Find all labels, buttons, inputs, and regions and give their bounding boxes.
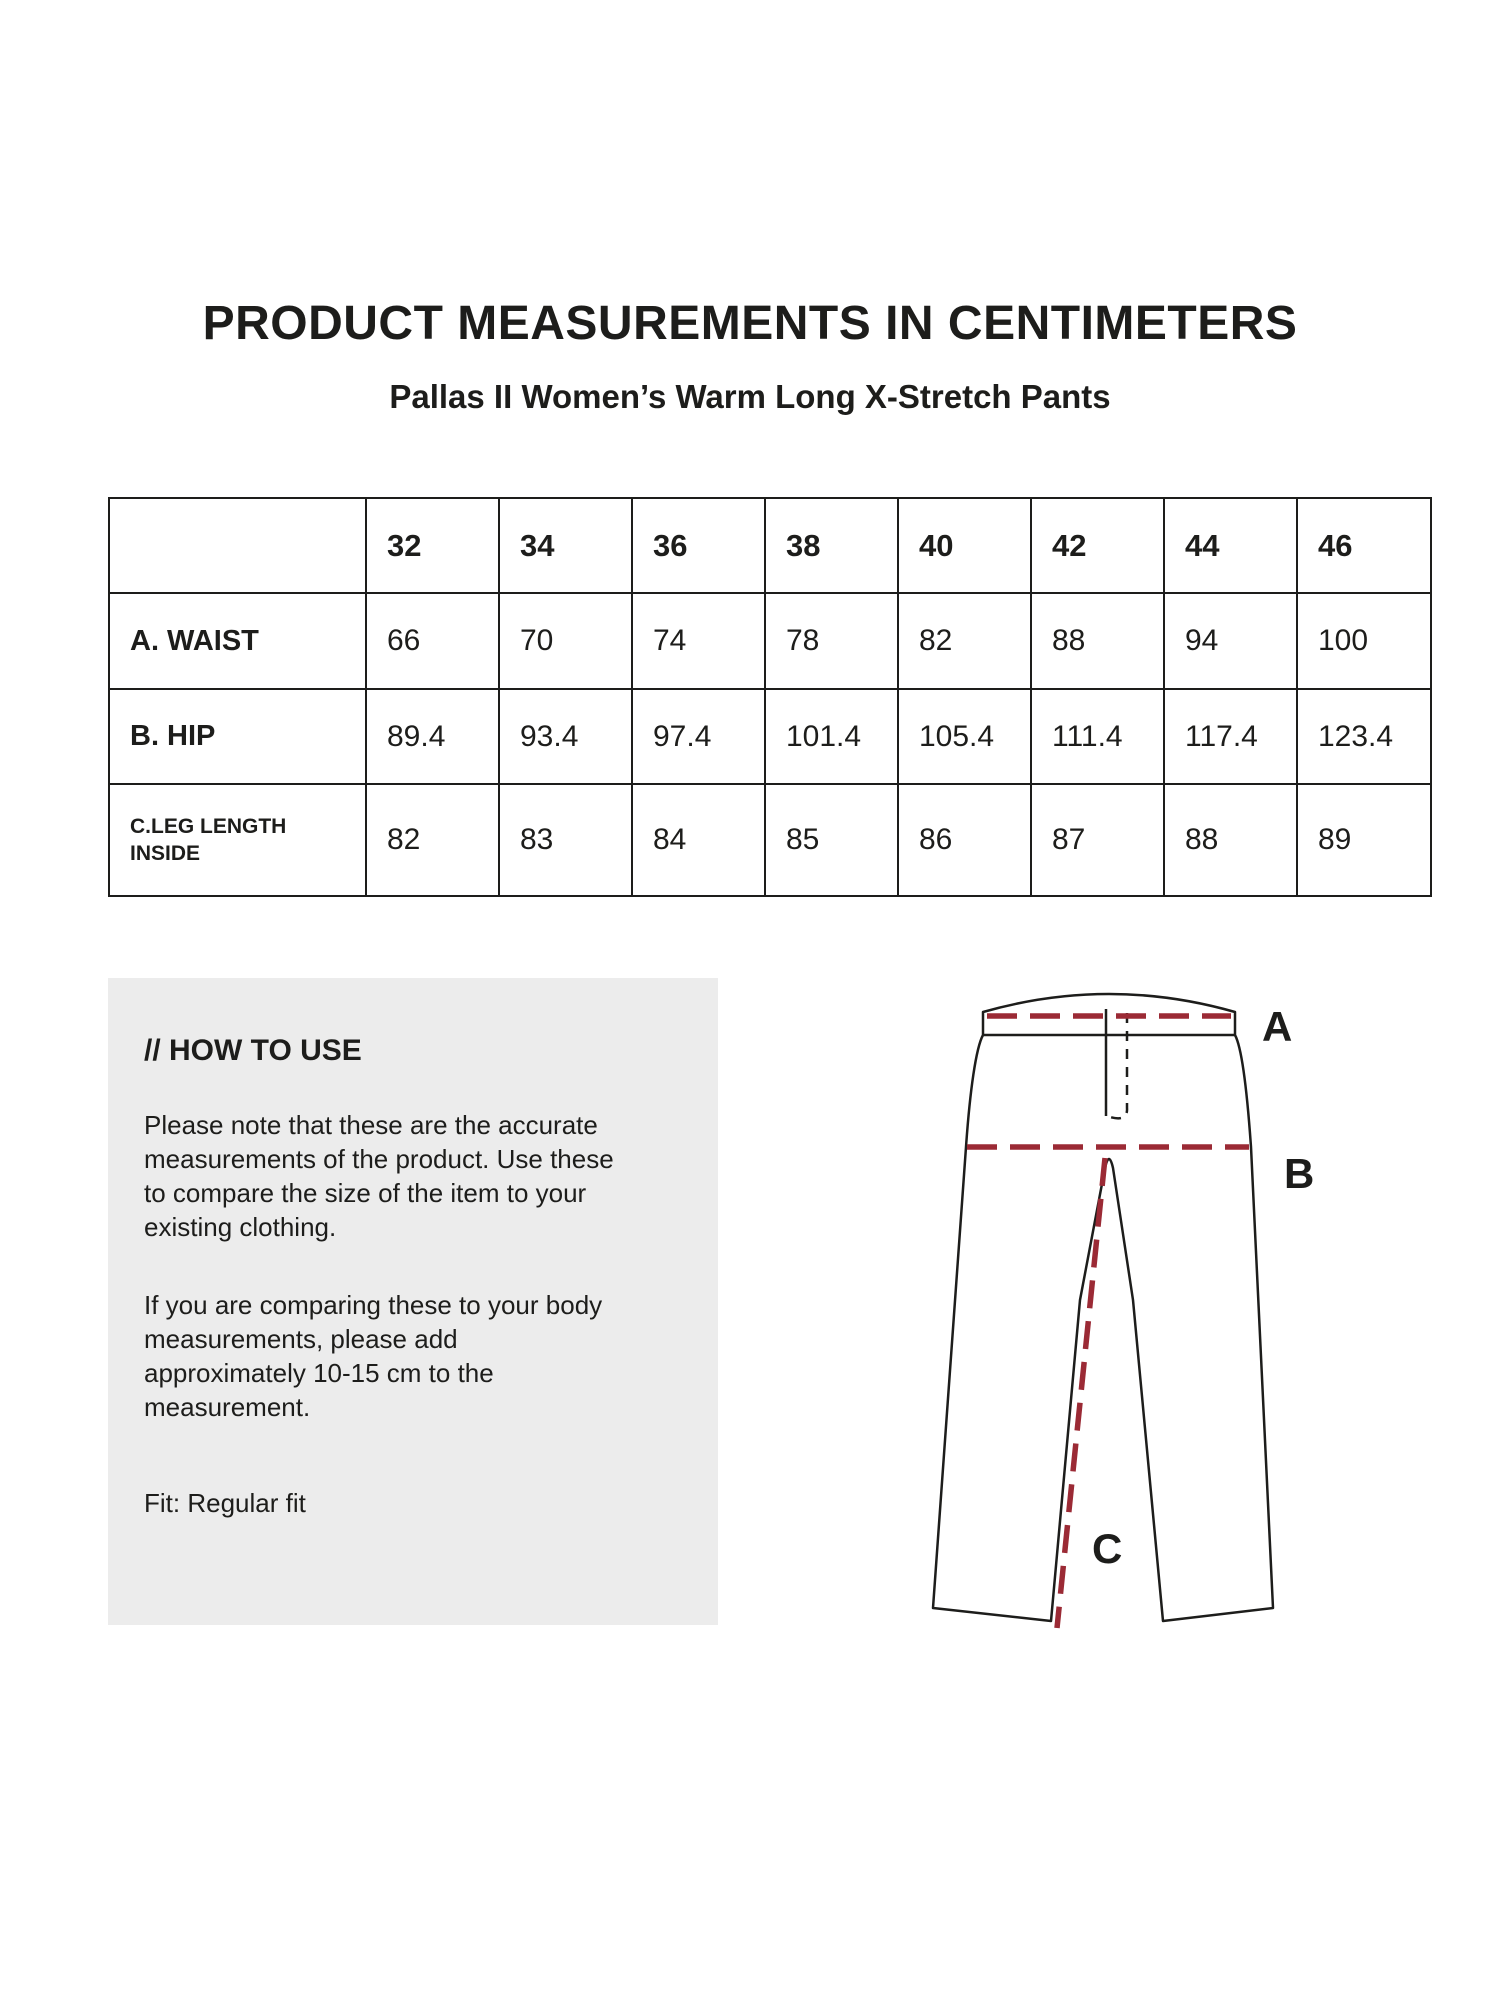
row-label-waist: A. WAIST (109, 593, 366, 689)
row-label-hip: B. HIP (109, 689, 366, 784)
label-a-waist: A (1262, 1003, 1293, 1050)
table-row-hip (109, 689, 1431, 784)
leg-length-value: 89 (1297, 784, 1431, 896)
leg-length-value: 85 (765, 784, 898, 896)
leg-length-value: 83 (499, 784, 632, 896)
pants-diagram-svg (880, 950, 1400, 1650)
label-c-inseam: C (1092, 1525, 1123, 1572)
hip-value: 117.4 (1164, 689, 1297, 784)
waist-value: 88 (1031, 593, 1164, 689)
hip-value: 89.4 (366, 689, 499, 784)
size-header: 32 (366, 498, 499, 593)
waist-value: 94 (1164, 593, 1297, 689)
label-b-hip: B (1284, 1150, 1315, 1197)
measurements-table (108, 497, 1432, 897)
table-row-waist (109, 593, 1431, 689)
size-header: 42 (1031, 498, 1164, 593)
waist-value: 70 (499, 593, 632, 689)
waist-value: 74 (632, 593, 765, 689)
size-header: 34 (499, 498, 632, 593)
hip-value: 111.4 (1031, 689, 1164, 784)
how-to-use-heading: // HOW TO USE (144, 1034, 362, 1067)
size-header: 46 (1297, 498, 1431, 593)
table-header-row (109, 498, 1431, 593)
size-header: 38 (765, 498, 898, 593)
product-name: Pallas II Women’s Warm Long X-Stretch Pants (389, 378, 1111, 415)
size-header: 36 (632, 498, 765, 593)
empty-corner-cell (109, 498, 366, 593)
hip-value: 101.4 (765, 689, 898, 784)
row-label-leg-length: C.LEG LENGTH INSIDE (109, 784, 366, 896)
how-to-use-paragraph-1: Please note that these are the accurate measurements of the product. Use these to compare the size of the item to your existing clothing. (144, 1110, 614, 1242)
how-to-use-box (108, 978, 718, 1625)
leg-length-value: 84 (632, 784, 765, 896)
size-header: 44 (1164, 498, 1297, 593)
hip-value: 97.4 (632, 689, 765, 784)
leg-length-value: 88 (1164, 784, 1297, 896)
leg-length-value: 82 (366, 784, 499, 896)
fit-note: Fit: Regular fit (144, 1488, 306, 1518)
page-title: PRODUCT MEASUREMENTS IN CENTIMETERS (202, 297, 1298, 350)
hip-value: 123.4 (1297, 689, 1431, 784)
hip-value: 105.4 (898, 689, 1031, 784)
leg-length-value: 86 (898, 784, 1031, 896)
table-row-leg-length (109, 784, 1431, 896)
pants-measurement-diagram (880, 950, 1400, 1650)
waist-value: 100 (1297, 593, 1431, 689)
leg-length-value: 87 (1031, 784, 1164, 896)
hip-value: 93.4 (499, 689, 632, 784)
waist-value: 82 (898, 593, 1031, 689)
how-to-use-paragraph-2: If you are comparing these to your body measurements, please add approximately 10-15 cm to the measurement. (144, 1290, 603, 1422)
waist-value: 66 (366, 593, 499, 689)
size-header: 40 (898, 498, 1031, 593)
waist-value: 78 (765, 593, 898, 689)
